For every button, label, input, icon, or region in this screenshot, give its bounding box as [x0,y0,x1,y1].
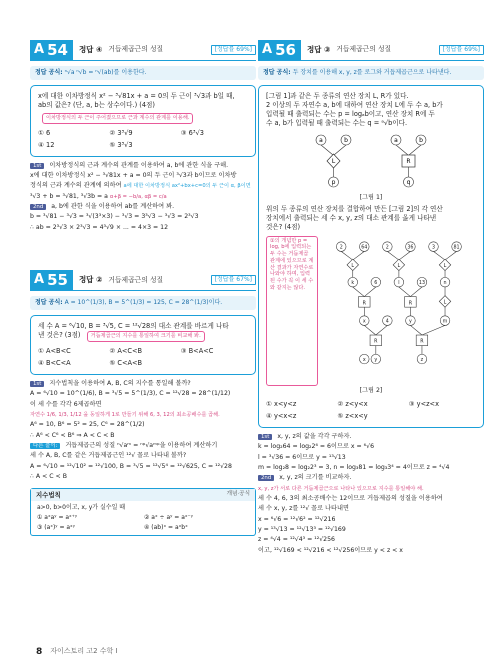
step-tag: 2nd [258,475,274,481]
choices [38,347,248,368]
formula-text: A = 10^(1/3), B = 5^(1/3) = 125, C = 28^(1/3)이다. [64,299,223,307]
concept-box [30,488,256,537]
correct-rate: [정답률 67%] [211,275,256,285]
device-label: R [408,300,413,306]
choice-2: ② 3³√9 [109,128,133,137]
answer-label: 정답 ② [78,275,103,285]
concept-subtitle: 개념·공식 [226,490,250,497]
choice-2: ② z<y<x [337,400,368,409]
hint-note: 이차방정식의 두 근이 주어졌으므로 근과 계수의 관계를 이용해. [42,113,193,124]
choice-4: ④ y<x<z [266,411,297,420]
left-column [30,40,256,536]
question-letter: A [34,42,45,57]
input-label: b [419,136,423,144]
node-label: 81 [453,245,460,251]
connector [434,251,446,260]
figure-2-area [266,236,476,386]
solution-step [30,162,256,170]
concept-title: 지수법칙 [36,490,61,499]
answer-label: 정답 ④ [78,44,103,54]
device-R-unit [391,135,426,187]
node-label: 4 [386,319,390,325]
question-number: 54 [47,41,68,59]
choice-3: ③ y<z<x [408,400,439,409]
choice-3: ③ 6³√3 [180,128,204,137]
connector [411,325,423,335]
solution-line: x = ⁶√6 = ¹²√6² = ¹²√216 [258,515,336,523]
page-footer [36,646,118,658]
device-label: L [443,299,447,305]
choice-2: ② A<C<B [109,347,143,356]
annotation: x, y, z가 서로 다른 거듭제곱근으로 나타나 있으므로 지수를 통일해야 해. [258,485,424,492]
solution-line [30,193,256,201]
solution-line: A = ⁶√10 = ¹²√10² = ¹²√100, B = ³√5 = ¹²√5⁴ = ¹²√625, C = ¹²√28 [30,462,232,470]
solution-text: ³√3 + b = ³√81, ³√3b = a [30,192,108,200]
law-item: ② aˣ ÷ aʸ = aˣ⁻ʸ [144,514,193,522]
problem-line: 세 수 A = ⁶√10, B = ³√5, C = ¹²√28의 대소 관계를 바르게 나타 [38,322,229,331]
topic-label: 거듭제곱근의 성질 [108,275,164,284]
question-number-badge [258,40,301,60]
annotation: 자연수 1/6, 1/3, 1/12 을 동일하게 1로 만들기 위해 6, 3, 12의 최소공배수를 곱해. [30,412,220,419]
problem-line [38,331,248,342]
step-text: 이차방정식의 근과 계수의 관계를 이용하여 a, b에 관한 식을 구해. [49,161,229,169]
output-label: y [374,357,378,363]
solution-line: b = ³√81 − ³√3 = ³√(3³×3) − ³√3 = 3³√3 − ³√3 = 2³√3 [30,213,199,221]
law-list [37,514,249,532]
input-label: a [319,136,323,144]
problem-line: 위의 두 종류의 연산 장치를 결합하여 만든 [그림 2]의 각 연산 [266,205,443,214]
solution-line [30,411,256,419]
step-tag: 2nd [30,204,46,210]
problem-line: 것은? (4점) [266,222,301,231]
connector [388,251,400,260]
question-54-header [30,40,256,61]
solution-line: x에 대한 이차방정식 x² − ³√81x + a = 0의 두 근이 ³√3과 b이므로 이차방 [30,172,237,180]
solution-line [258,485,484,493]
question-number: 55 [47,271,68,290]
question-number-badge [30,40,73,60]
device-label: R [406,157,411,165]
problem-line: 입력될 때 출력되는 수는 p = logₐb이고, 연산 장치 R에 두 [266,109,435,118]
device-label: R [362,300,367,306]
choice-5: ⑤ 3³√3 [109,140,133,149]
solution-line: ∴ A⁶ < C⁶ < B⁶ ⇒ A < C < B [30,431,115,439]
formula-box [30,296,256,310]
law-item: ③ (aˣ)ʸ = aˣʸ [37,524,75,532]
choice-1: ① 6 [38,128,51,137]
choice-4: ④ B<C<A [38,359,71,368]
question-letter: A [34,272,45,288]
step-tag: 1st [30,163,44,169]
problem-box [258,85,484,428]
formula-text: ⁿ√a ⁿ√b = ⁿ√(ab)를 이용한다. [64,69,147,76]
question-55-header [30,270,256,291]
figure-caption: [그림 2] [359,386,383,394]
concept-body [31,501,255,535]
topic-label: 거듭제곱근의 성질 [336,45,392,54]
step-tag: 다른 풀이: [30,443,60,449]
right-column [258,40,484,557]
topic-label: 거듭제곱근의 성질 [108,45,164,54]
solution-line: z = ⁴√4 = ¹²√4³ = ¹²√256 [258,536,335,544]
law-item: ① aˣaʸ = aˣ⁺ʸ [37,514,78,522]
connector [399,251,411,260]
question-56-header [258,40,484,61]
device-label: R [374,339,378,345]
input-label: b [344,136,348,144]
formula-label: 정답 공식: [35,69,63,76]
annotation: α+β = −b/a, αβ = c/a [109,193,167,200]
node-label: 6 [374,280,378,286]
device-label: L [397,263,401,269]
node-label: 2 [386,245,390,251]
solution-line: ∴ ab = 2³√3 × 2³√3 = 4³√9 × ... = 4×3 = 12 [30,223,169,231]
problem-text: 낸 것은? (3점) [38,331,81,340]
formula-box [258,66,484,80]
device-label: L [443,263,447,269]
output-label: z [420,357,424,363]
problem-line: [그림 1]과 같은 두 종류의 연산 장치 L, R가 있다. [266,92,409,101]
question-number-badge [30,270,73,290]
solution-line: l = ³√36 = 6이므로 y = ¹³√13 [258,453,346,461]
step-text: x, y, z의 크기를 비교하자. [279,474,352,482]
page-number: 8 [36,647,43,657]
connector [396,145,408,155]
step-text: 거듭제곱근의 성질 ⁿ√aᵐ = ⁿᵖ√aᵐᵖ을 이용하여 계산하기 [65,442,218,450]
choice-4: ④ 12 [38,140,55,149]
node-label: l [398,280,400,286]
output-label: x [363,357,366,363]
problem-line: 수 a, b가 입력될 때 출력되는 수는 q = ᵃ√b이다. [266,118,408,127]
choice-1: ① A<B<C [38,347,71,356]
solution-line: A = ⁶√10 = 10^(1/6), B = ³√5 = 5^(1/3), C = ¹²√28 = 28^(1/12) [30,390,231,398]
solution-line: 세 수 A, B, C를 같은 거듭제곱근인 ¹²√ 꼴로 나타내 볼까? [30,452,187,460]
problem-line: 장치에서 출력되는 세 수 x, y, z의 대소 관계를 옳게 나타낸 [266,213,437,222]
figure-1-diagram [296,132,446,190]
figure-caption: [그림 1] [359,193,383,201]
step-text: 지수법칙을 이용하여 A, B, C의 지수를 통일해 볼까? [49,379,191,387]
book-title: 자이스토리 고2 수학 I [50,647,118,656]
node-label: k [351,280,355,286]
formula-label: 정답 공식: [263,69,291,76]
device-label: L [331,157,336,165]
hint-note: ①의 개념만 p = log, b에 입력되는 두 수는 거듭제곱 관계에 있으므로 계산 결과가 자연수로 나와야 하며, 입력된 수가 꼭 이 세 수와 같지는 않다. [266,236,318,386]
connector [422,325,445,335]
connector [353,287,365,297]
choice-1: ① x<y<z [266,400,297,409]
annotation: a에 대한 이차방정식 ax²+bx+c=0의 두 근이 α, β이면 [123,183,251,190]
solution-line: A⁶ = 10, B⁶ = 5² = 25, C⁶ = 28^(1/2) [30,421,145,429]
problem-line: x에 대한 이차방정식 x² − ³√81x + a = 0의 두 근이 ³√3과 b일 때, [38,92,235,101]
connector [321,145,333,155]
correct-rate: [정답률 69%] [439,45,484,55]
solution-line [30,182,256,190]
choice-5: ⑤ C<A<B [109,359,143,368]
law-item: ④ (ab)ˣ = aˣbˣ [144,524,188,532]
node-label: n [443,280,447,286]
formula-box [30,66,256,80]
correct-rate: [정답률 69%] [211,45,256,55]
step-tag: 1st [30,381,44,387]
problem-box [30,315,256,375]
solution-text: 이 세 수를 각각 6제곱하면 [30,400,102,408]
solution-line: ∴ A < C < B [30,473,67,481]
connector [409,145,421,155]
connector [365,287,377,297]
connector [445,251,457,260]
solution-line: 세 수 4, 6, 3의 최소공배수는 12이므로 거듭제곱의 성질을 이용하여 [258,494,443,502]
question-letter: A [262,42,273,57]
device-L-unit [316,135,351,187]
input-label: a [394,136,398,144]
connector [334,145,346,155]
step-text: x, y, z의 값을 각각 구하자. [277,432,352,440]
step-text: a, b에 관한 식을 이용하여 ab를 계산하여 봐. [51,203,175,211]
figure-2-diagram [322,236,476,386]
device-label: L [351,263,355,269]
solution-line: y = ¹³√13 = ¹²√13³ = ¹²√169 [258,526,346,534]
solution-line: k = log₂64 = log₂2⁶ = 6이므로 x = ⁶√6 [258,443,375,451]
solution-text: 정식의 근과 계수의 관계에 의하여 [30,182,122,190]
node-label: 13 [419,280,426,286]
connector [353,251,365,260]
solution-line: 세 수 x, y, z를 ¹²√ 꼴로 나타내면 [258,505,349,513]
formula-text: 두 장치를 이용해 x, y, z를 로그와 거듭제곱근으로 나타낸다. [292,69,452,76]
connector [365,325,377,335]
answer-label: 정답 ③ [306,44,331,54]
problem-line: 2 이상의 두 자연수 a, b에 대하여 연산 장치 L에 두 수 a, b가 [266,100,443,109]
connector [376,325,388,335]
problem-box [30,85,256,157]
connector [411,287,423,297]
device-label: R [420,339,424,345]
choice-3: ③ B<A<C [180,347,214,356]
solution-line: 이고, ¹²√169 < ¹²√216 < ¹²√256이므로 y < z < x [258,546,403,554]
node-label: 2 [339,245,343,251]
concept-intro: a>0, b>0이고, x, y가 실수일 때 [37,504,126,512]
formula-label: 정답 공식: [35,299,63,307]
solution-step [258,433,484,441]
node-label: 3 [432,245,436,251]
hint-note: 거듭제곱근의 지수를 통일하여 크기를 비교해 봐. [87,331,205,342]
node-label: 64 [361,245,368,251]
output-label: q [406,178,411,186]
connector [399,287,411,297]
solution-step [30,442,256,450]
concept-title-bar [31,489,255,502]
solution-line: m = log₂8 = log₂2³ = 3, n = log₃81 = log₃3⁴ = 4이므로 z = ⁴√4 [258,463,450,471]
connector [341,251,353,260]
choice-5: ⑤ z<x<y [337,411,368,420]
choices [38,129,248,150]
step-tag: 1st [258,434,272,440]
solution-step [30,203,256,211]
choices [266,400,476,421]
problem-line: ab의 값은? (단, a, b는 상수이다.) (4점) [38,100,155,109]
solution-line [30,401,256,409]
solution-step [258,474,484,482]
node-label: y [409,319,413,325]
node-label: m [442,319,448,325]
node-label: 36 [407,245,414,251]
node-label: x [363,319,366,325]
question-number: 56 [275,41,296,59]
output-label: p [331,178,336,186]
solution-step [30,380,256,388]
